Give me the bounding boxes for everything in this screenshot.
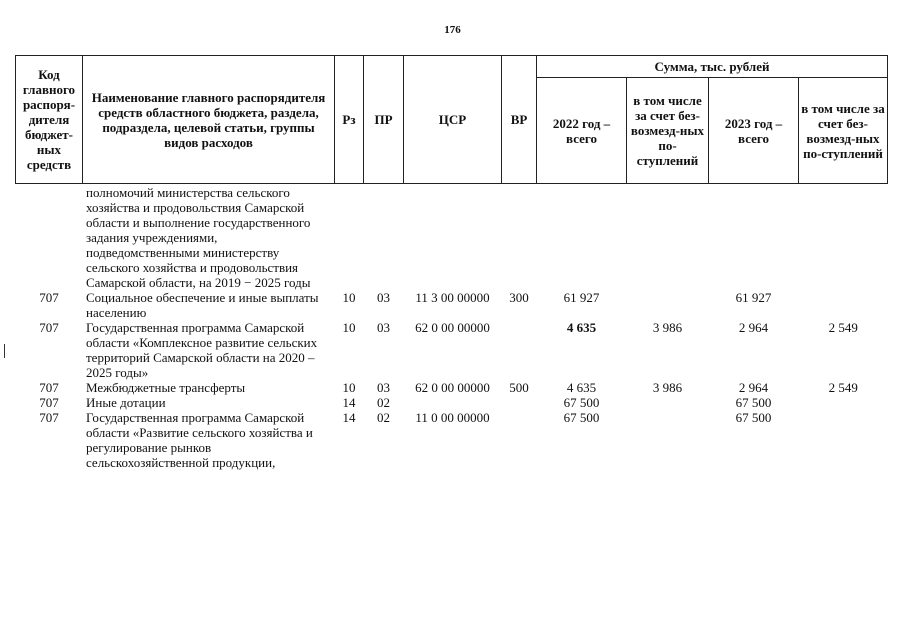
- page-number: 176: [444, 24, 461, 36]
- continuation-text: полномочий министерства сельского хозяйства и продовольствия Самарской области и выполнение государственного задания учреждениями, подведомственными министерству сельского хозяйства и продовольствия Самарской области, на 2019 − 2025 годы: [86, 185, 311, 290]
- table-body: [16, 184, 888, 471]
- cell-code: 707: [39, 410, 59, 425]
- cell-pr: 02: [377, 395, 390, 410]
- cell-rz: 10: [342, 320, 356, 335]
- header-pr: ПР: [364, 56, 404, 184]
- cell-2022-free: [627, 395, 709, 410]
- cell-pr: 02: [377, 410, 390, 425]
- cell-rz: 10: [342, 380, 356, 395]
- cell-2023-total: 2 964: [738, 380, 769, 395]
- header-2022-total: 2022 год – всего: [537, 78, 627, 184]
- margin-mark: [4, 344, 5, 358]
- header-vr: ВР: [502, 56, 537, 184]
- cell-vr: [502, 410, 537, 470]
- table-row: [16, 320, 888, 380]
- cell-vr: [502, 320, 537, 380]
- cell-2022-total: 67 500: [563, 410, 600, 425]
- table-header: [16, 56, 888, 184]
- table-row-continuation: [16, 184, 888, 291]
- cell-2023-free: [799, 410, 888, 470]
- cell-code: 707: [39, 290, 59, 305]
- cell-2022-total: 4 635: [566, 380, 597, 395]
- cell-name: Государственная программа Самарской области «Комплексное развитие сельских территорий Самарской области на 2020 – 2025 годы»: [86, 320, 318, 380]
- cell-code: 707: [39, 395, 59, 410]
- cell-csr: [404, 395, 502, 410]
- header-code: Код главного распоря-дителя бюджет-ных средств: [16, 56, 83, 184]
- cell-rz: 14: [342, 395, 356, 410]
- cell-2023-total: 2 964: [738, 320, 769, 335]
- cell-name: Иные дотации: [86, 395, 166, 410]
- cell-csr: 11 3 00 00000: [415, 290, 490, 305]
- header-name: Наименование главного распорядителя средств областного бюджета, раздела, подраздела, целевой статьи, группы видов расходов: [83, 56, 335, 184]
- cell-code: 707: [39, 320, 59, 335]
- cell-2022-free: 3 986: [652, 320, 683, 335]
- cell-name: Межбюджетные трансферты: [86, 380, 246, 395]
- header-sum: Сумма, тыс. рублей: [537, 56, 888, 78]
- cell-2022-free: [627, 410, 709, 470]
- cell-csr: 62 0 00 00000: [415, 380, 490, 395]
- cell-2023-free: 2 549: [828, 380, 858, 395]
- header-2023-total: 2023 год – всего: [709, 78, 799, 184]
- header-csr: ЦСР: [404, 56, 502, 184]
- cell-2023-total: 67 500: [735, 395, 772, 410]
- cell-rz: 10: [342, 290, 356, 305]
- cell-2023-free: [799, 290, 888, 320]
- budget-table: [15, 55, 888, 470]
- cell-2023-free: [799, 395, 888, 410]
- cell-2022-total: 4 635: [566, 320, 597, 335]
- cell-name: Социальное обеспечение и иные выплаты населению: [86, 290, 319, 320]
- cell-pr: 03: [377, 380, 390, 395]
- cell-2022-total: 61 927: [563, 290, 600, 305]
- cell-pr: 03: [377, 320, 390, 335]
- table-row: [16, 380, 888, 395]
- cell-2023-free: 2 549: [828, 320, 858, 335]
- header-rz: Рз: [335, 56, 364, 184]
- cell-2022-free: [627, 290, 709, 320]
- cell-csr: 62 0 00 00000: [415, 320, 490, 335]
- table-row: [16, 410, 888, 470]
- table-row: [16, 290, 888, 320]
- header-2023-free: в том числе за счет без-возмезд-ных по-ступлений: [799, 78, 888, 184]
- cell-2023-total: 61 927: [735, 290, 772, 305]
- cell-vr: 500: [509, 380, 529, 395]
- cell-name: Государственная программа Самарской области «Развитие сельского хозяйства и регулирование рынков сельскохозяйственной продукции,: [86, 410, 313, 470]
- table-row: [16, 395, 888, 410]
- cell-code: 707: [39, 380, 59, 395]
- cell-vr: [502, 395, 537, 410]
- header-2022-free: в том числе за счет без-возмезд-ных по-ступлений: [627, 78, 709, 184]
- cell-pr: 03: [377, 290, 390, 305]
- cell-2023-total: 67 500: [735, 410, 772, 425]
- cell-2022-free: 3 986: [652, 380, 683, 395]
- cell-2022-total: 67 500: [563, 395, 600, 410]
- cell-csr: 11 0 00 00000: [415, 410, 490, 425]
- cell-rz: 14: [342, 410, 356, 425]
- cell-vr: 300: [509, 290, 529, 305]
